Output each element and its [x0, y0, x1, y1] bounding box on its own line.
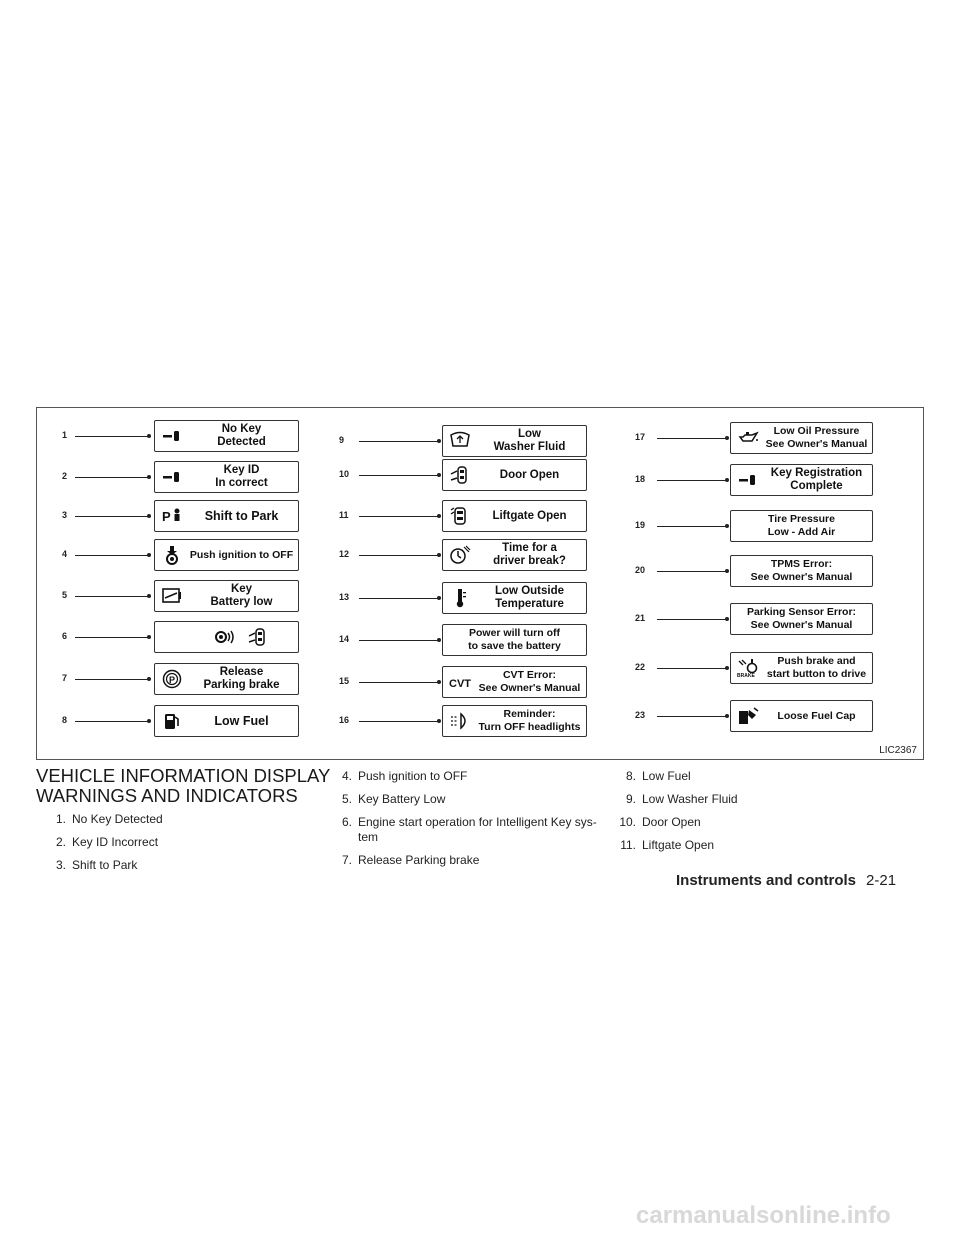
- message-line: Low: [518, 428, 541, 440]
- list-number: 4.: [341, 769, 352, 783]
- message-line: Shift to Park: [204, 508, 279, 523]
- list-text: Door Open: [642, 815, 701, 829]
- message-line: Low Oil Pressure: [773, 425, 860, 437]
- indicator-item: [37, 652, 923, 686]
- message-line: Detected: [217, 436, 266, 448]
- indicator-item: [37, 603, 923, 637]
- indicator-number: 21: [635, 613, 646, 623]
- message-line: Loose Fuel Cap: [777, 709, 856, 722]
- list-number: 8.: [625, 769, 636, 783]
- message-line: Power will turn off: [469, 627, 560, 639]
- section-heading: [36, 766, 330, 806]
- message-line: Battery low: [210, 596, 273, 608]
- oil-can-icon: [737, 428, 759, 448]
- indicator-number: 19: [635, 520, 646, 530]
- list-item: [44, 835, 163, 850]
- watermark: carmanualsonline.info: [636, 1202, 891, 1229]
- indicator-display: [730, 603, 873, 635]
- list-number: 7.: [341, 853, 352, 867]
- indicator-display: [730, 464, 873, 496]
- indicator-number: 18: [635, 474, 646, 484]
- message-line: CVT Error:: [502, 669, 557, 681]
- list-text: Key Battery Low: [358, 792, 446, 806]
- list-item: [330, 792, 610, 807]
- indicator-display: [730, 422, 873, 454]
- message-line: See Owner's Manual: [765, 438, 868, 450]
- indicator-number: 11: [339, 510, 349, 520]
- list-text: Low Fuel: [642, 769, 691, 783]
- indicator-message: [765, 653, 868, 683]
- leader-line: [657, 526, 727, 527]
- indicator-display: [730, 652, 873, 684]
- indicator-number: 9: [339, 435, 345, 445]
- indicator-message: [735, 511, 868, 541]
- list-column-2: [330, 769, 610, 876]
- message-line: Time for a: [502, 542, 557, 554]
- leader-line: [359, 640, 439, 641]
- list-text: Push ignition to OFF: [358, 769, 468, 783]
- message-line: Low - Add Air: [767, 526, 836, 538]
- list-item: [614, 792, 738, 807]
- indicator-number: 2: [62, 471, 68, 481]
- list-column-1: [44, 812, 163, 881]
- indicator-number: 1: [62, 430, 68, 440]
- indicator-item: [37, 422, 923, 456]
- message-line: In correct: [215, 477, 268, 489]
- list-text: Shift to Park: [72, 858, 138, 872]
- key-icon: [737, 470, 759, 490]
- leader-line: [657, 480, 727, 481]
- message-line: Parking Sensor Error:: [746, 606, 857, 618]
- list-text: Release Parking brake: [358, 853, 480, 867]
- message-line: Liftgate Open: [492, 509, 567, 522]
- message-line: Push ignition to OFF: [189, 548, 294, 561]
- brake-button-icon: [737, 658, 759, 678]
- leader-line: [359, 598, 439, 599]
- fuel-cap-icon: [737, 706, 759, 726]
- message-line: Key: [230, 583, 253, 595]
- list-number: 11.: [620, 838, 636, 852]
- list-text: Liftgate Open: [642, 838, 715, 852]
- list-text: Key ID Incorrect: [72, 835, 159, 849]
- message-line: TPMS Error:: [770, 558, 833, 570]
- indicator-number: 8: [62, 715, 68, 725]
- list-text: No Key Detected: [72, 812, 163, 826]
- message-line: Turn OFF headlights: [478, 721, 581, 733]
- list-item: [330, 853, 610, 868]
- indicator-number: 4: [62, 549, 68, 559]
- message-line: driver break?: [493, 555, 566, 567]
- svg-text:P: P: [169, 675, 176, 685]
- leader-dot: [725, 478, 729, 482]
- indicator-message: [735, 556, 868, 586]
- message-line: See Owner's Manual: [478, 682, 581, 694]
- indicator-number: 10: [339, 469, 350, 479]
- leader-dot: [725, 436, 729, 440]
- leader-line: [657, 571, 727, 572]
- message-line: start button to drive: [766, 668, 867, 680]
- heading-line: VEHICLE INFORMATION DISPLAY: [36, 765, 331, 786]
- list-number: 2.: [55, 835, 66, 849]
- list-item: [614, 815, 738, 830]
- indicator-message: [765, 465, 868, 495]
- leader-line: [657, 716, 727, 717]
- heading-line: WARNINGS AND INDICATORS: [36, 785, 298, 806]
- indicator-item: [37, 464, 923, 498]
- list-number: 10.: [619, 815, 636, 829]
- indicator-message: [765, 423, 868, 453]
- message-line: Key Registration: [770, 467, 863, 479]
- leader-line: [657, 668, 727, 669]
- message-line: Key ID: [223, 464, 260, 476]
- leader-line: [657, 619, 727, 620]
- leader-dot: [437, 596, 441, 600]
- message-line: See Owner's Manual: [750, 571, 853, 583]
- message-line: Tire Pressure: [768, 513, 835, 525]
- indicator-number: 12: [339, 549, 350, 559]
- message-line: Release: [219, 666, 264, 678]
- indicator-number: 13: [339, 592, 350, 602]
- svg-text:BRAKE: BRAKE: [737, 673, 755, 678]
- message-line: to save the battery: [468, 640, 561, 652]
- indicator-item: [37, 700, 923, 734]
- indicator-number: 16: [339, 715, 350, 725]
- leader-line: [657, 438, 727, 439]
- list-item: [330, 769, 610, 784]
- list-number: 3.: [55, 858, 66, 872]
- indicator-message: [735, 604, 868, 634]
- message-line: Complete: [790, 480, 843, 492]
- leader-dot: [725, 617, 729, 621]
- list-text: Low Washer Fluid: [642, 792, 738, 806]
- message-line: Door Open: [499, 468, 560, 481]
- svg-text:CVT: CVT: [449, 678, 471, 690]
- list-text-continuation: tem: [358, 830, 379, 844]
- indicator-number: 22: [635, 662, 646, 672]
- message-line: Push brake and: [777, 655, 856, 667]
- page-number: 2-21: [866, 872, 897, 889]
- leader-dot: [437, 638, 441, 642]
- leader-dot: [725, 714, 729, 718]
- leader-dot: [725, 666, 729, 670]
- list-item: [44, 858, 163, 873]
- indicator-number: 14: [339, 634, 350, 644]
- page-footer: [676, 872, 896, 889]
- list-text: Engine start operation for Intelligent Key sys-: [358, 815, 597, 829]
- indicator-display: [730, 555, 873, 587]
- indicator-display: [730, 700, 873, 732]
- footer-section: Instruments and controls: [676, 872, 857, 889]
- indicator-number: 17: [635, 432, 646, 442]
- svg-text:P: P: [162, 509, 171, 524]
- message-line: Temperature: [495, 598, 564, 610]
- indicator-number: 20: [635, 565, 646, 575]
- list-item: [330, 815, 610, 845]
- warnings-figure: [36, 407, 924, 760]
- list-number: 5.: [341, 792, 352, 806]
- figure-id: LIC2367: [879, 745, 917, 756]
- message-line: No Key: [221, 423, 262, 435]
- list-item: [44, 812, 163, 827]
- indicator-number: 3: [62, 510, 68, 520]
- message-line: Low Outside: [495, 585, 564, 597]
- list-number: 9.: [625, 792, 636, 806]
- indicator-display: [730, 510, 873, 542]
- indicator-item: [37, 555, 923, 589]
- message-line: Washer Fluid: [493, 441, 566, 453]
- list-number: 6.: [341, 815, 352, 829]
- leader-dot: [725, 524, 729, 528]
- leader-dot: [725, 569, 729, 573]
- list-item: [614, 769, 738, 784]
- message-line: Parking brake: [203, 679, 280, 691]
- indicator-number: 6: [62, 631, 68, 641]
- indicator-number: 7: [62, 673, 68, 683]
- indicator-item: [37, 510, 923, 544]
- indicator-number: 5: [62, 590, 68, 600]
- list-number: 1.: [55, 812, 66, 826]
- message-line: See Owner's Manual: [750, 619, 853, 631]
- list-column-3: [614, 769, 738, 861]
- indicator-message: [765, 701, 868, 731]
- message-line: Reminder:: [503, 708, 556, 720]
- indicator-number: 23: [635, 710, 646, 720]
- message-line: Low Fuel: [214, 713, 269, 728]
- indicator-number: 15: [339, 676, 350, 686]
- list-item: [614, 838, 738, 853]
